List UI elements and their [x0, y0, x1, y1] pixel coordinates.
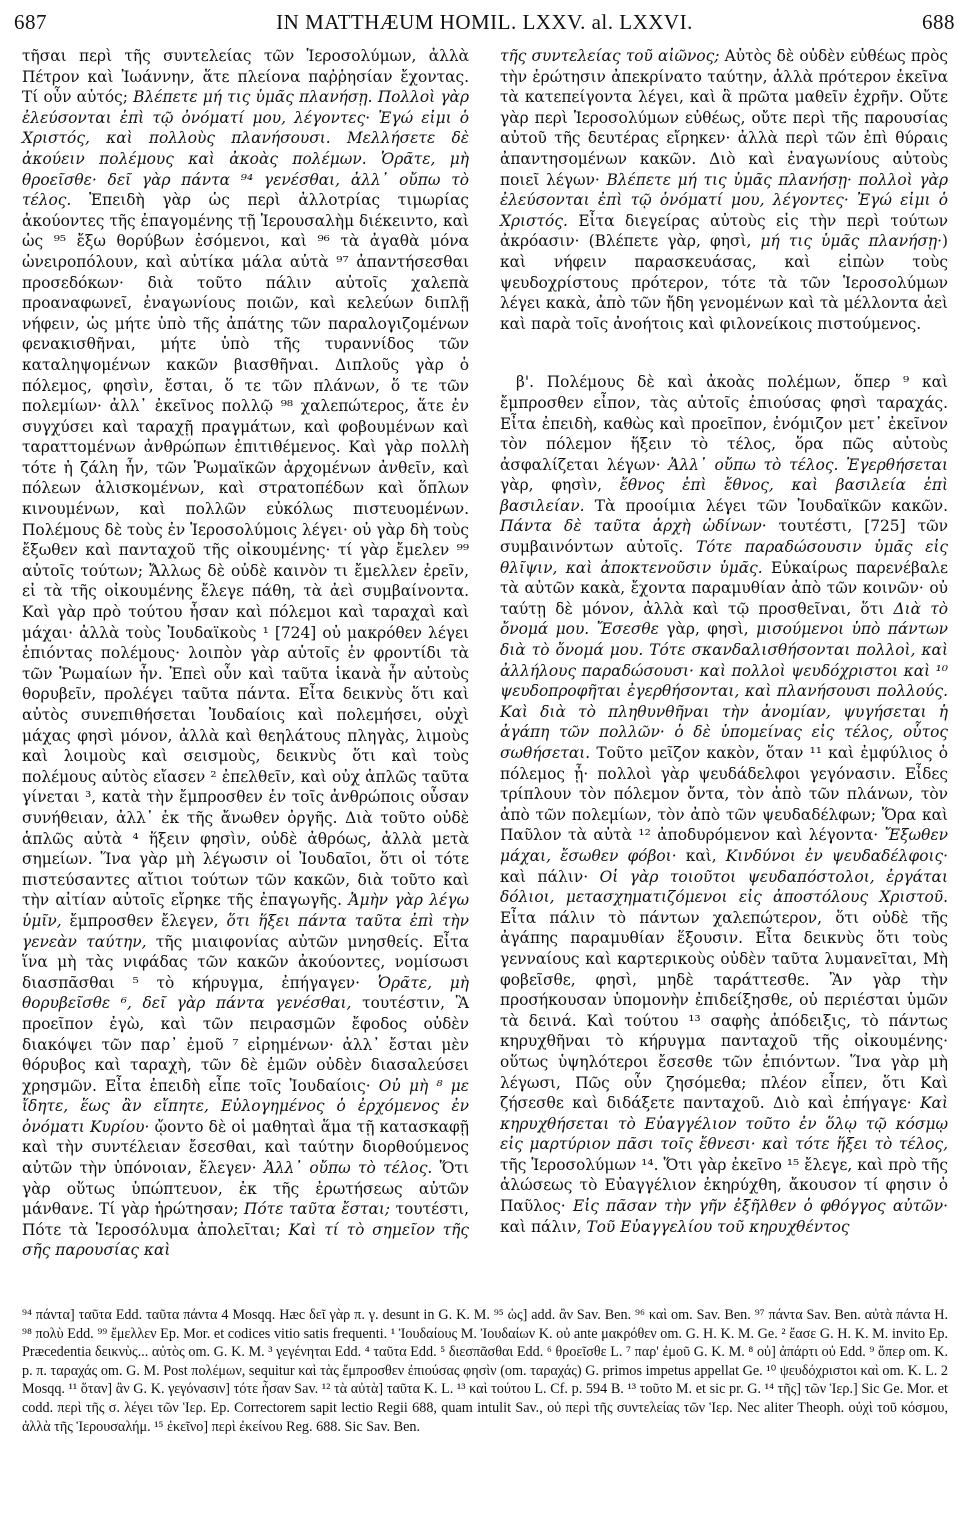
left-page-number: 687: [14, 10, 47, 34]
text-run: Ἐπειδὴ γὰρ ὡς περὶ ἀλλοτρίας τιμωρίας ἀκούοντες τῆς ἐπαγομένης τῇ Ἱερουσαλὴμ διέκειντο, καὶ ὡς ⁹⁵ ἔξω θορύβων ἐσόμενοι, καὶ ⁹⁶ τὰ ἀγαθὰ μόνα ὠνειροπόλουν, καὶ αὐτίκα μάλα αὐτὰ ⁹⁷ ἀπαντήσεσθαι προσεδόκων· διὰ τοῦτο πάλιν αὐτοῖς χαλεπὰ προαναφωνεῖ, ἐναγωνίους ποιῶν, καὶ κελεύων διπλῇ νήφειν, ὡς μήτε ὑπὸ τῆς ἀπάτης τῶν παραλογιζομένων φενακισθῆναι, μήτε ὑπὸ τῆς τυραννίδος τῶν καταληψομένων κακῶν βιασθῆναι. Διπλοῦς γὰρ ὁ πόλεμος, φησὶν, ἔσται, ὅ τε τῶν πλάνων, ὅ τε τῶν πολεμίων· ἀλλ᾽ ἐκεῖνος πολλῷ ⁹⁸ χαλεπώτερος, ἅτε ἐν συγχύσει καὶ ταραχῇ πραγμάτων, καὶ φοβουμένων καὶ ταραττομένων ἀνθρώπων ἐπιτιθέμενος. Καὶ γὰρ πολλὴ τότε ἡ ζάλη ἦν, τῶν Ῥωμαϊκῶν ἀρχομένων ἀνθεῖν, καὶ πόλεων ἁλισκομένων, καὶ στρατοπέδων καὶ ὅπλων κινουμένων, καὶ πολλῶν εὐκόλως πιστευομένων. Πολέμους δὲ τοὺς ἐν Ἱεροσολύμοις λέγει· οὐ γὰρ δὴ τοὺς ἔξωθεν καὶ πανταχοῦ τῆς οἰκουμένης· τί γὰρ ἔμελεν ⁹⁹ αὐτοῖς τούτων; Ἄλλως δὲ οὐδὲ καινὸν τι ἔμελλεν ἐρεῖν, εἰ τὰ τῆς οἰκουμένης ἔλεγε πάθη, τὰ ἀεὶ συμβαίνοντα. Καὶ γὰρ πρὸ τούτου ἦσαν καὶ πόλεμοι καὶ ταραχαὶ καὶ μάχαι· ἀλλὰ τοὺς Ἰουδαϊκοὺς ¹ [724] οὐ μακρόθεν λέγει ἐπιόντας πολέμους· λοιπὸν γὰρ αὐτοῖς ἐν φροντίδι τὰ τῶν Ῥωμαίων ἦν. Ἐπεὶ οὖν καὶ ταῦτα ἱκανὰ ἦν αὐτοὺς θορυβεῖν, προλέγει ταῦτα πάντα. Εἶτα δεικνὺς ὅτι καὶ αὐτὸς συνεπιθήσεται Ἰουδαίοις καὶ πολεμήσει, οὐχὶ μάχας φησὶ μόνον, ἀλλὰ καὶ θεηλάτους πληγὰς, λιμοὺς καὶ λοιμοὺς καὶ σεισμοὺς, δεικνὺς ὅτι καὶ τοὺς πολέμους αὐτὸς εἴασεν ² ἐπελθεῖν, καὶ οὐχ ἁπλῶς ταῦτα γίνεται ³, κατὰ τὴν ἔμπροσθεν ἐν τοῖς ἀνθρώποις οὖσαν συνήθειαν, ἀλλ᾽ ἐκ τῆς ἄνωθεν ὀργῆς. Διὰ τοῦτο οὐδὲ ἁπλῶς αὐτὰ ⁴ ἥξειν φησὶν, οὐδὲ ἀθρόως, ἀλλὰ μετὰ σημείων. Ἵνα γὰρ μὴ λέγωσιν οἱ Ἰουδαῖοι, ὅτι οἱ τότε πιστεύσαντες αἴτιοι τούτων τῶν κακῶν, διὰ τοῦτο καὶ τὴν αἰτίαν αὐτοῖς εἴρηκε τῆς ἐπαγωγῆς.: [22, 191, 469, 910]
scripture-quotation: Οἱ γὰρ τοιοῦτοι ψευδαπόστολοι, ἐργάται δόλιοι, μετασχηματιζόμενοι εἰς ἀποστόλους Χριστοῦ.: [500, 867, 948, 907]
text-run: ) καὶ νήφειν παρασκευάσας, καὶ εἰπὼν τοὺς ψευδοχρίστους πρότερον, τότε τὰ τῶν Ἱεροσολύμων λέγει κακὰ, ἀπὸ τῶν ἤδη γενομένων καὶ τὰ μέλλοντα ἀεὶ καὶ παρὰ τοῖς ἀνοήτοις καὶ φιλονείκοις πιστούμενος.: [500, 232, 948, 333]
scripture-quotation: Τότε παραδώσουσιν ὑμᾶς εἰς θλῖψιν, καὶ ἀποκτενοῦσιν ὑμᾶς.: [500, 538, 948, 577]
scripture-quotation: Πάντα δὲ ταῦτα ἀρχὴ ὠδίνων·: [500, 517, 767, 536]
text-run: τουτέστι, Πότε τὰ Ἱεροσόλυμα ἀπολεῖται;: [22, 1200, 470, 1239]
text-run: τουτέστιν, Ἃ προεῖπον ἐγὼ, καὶ τῶν πειρασμῶν ἔφοδος οὐδὲν διακόψει τῶν παρ᾽ ἐμοῦ ⁷ εἰρημένων· ἀλλ᾽ ἔσται μὲν θόρυβος καὶ ταραχὴ, τῶν δὲ ἐμῶν οὐδὲν διασαλεύσει χρησμῶν. Εἶτα ἐπειδὴ εἶπε τοῖς Ἰουδαίοις·: [22, 994, 469, 1095]
text-run: ᾤοντο δὲ οἱ μαθηταὶ ἅμα τῇ κατασκαφῇ καὶ τὴν συντέλειαν ἔσεσθαι, καὶ ταύτην διορθούμενος αὐτῶν τὴν ὑπόνοιαν, ἔλεγεν·: [22, 1117, 469, 1178]
scripture-quotation: Πότε ταῦτα ἔσται;: [243, 1200, 391, 1219]
scripture-quotation: ἔθνος ἐπὶ ἔθνος, καὶ βασιλεία ἐπὶ βασιλείαν.: [500, 476, 949, 515]
text-run: τῆσαι περὶ τῆς συντελείας τῶν Ἱεροσολύμων, ἀλλὰ Πέτρον καὶ Ἰωάννην, ἅτε πλείονα παῤῥησίαν ἔχοντας. Τί οὖν αὐτός;: [22, 47, 469, 107]
right-paragraph-2-section-beta: [500, 372, 948, 1237]
scripture-quotation: μισούμενοι ὑπὸ πάντων διὰ τὸ ὄνομά μου. Τότε σκανδαλισθήσονται πολλοὶ, καὶ ἀλλήλους παραδώσουσι· καὶ πολλοὶ ψευδόχριστοι καὶ ¹⁰ ψευδοπροφῆται ἐγερθήσονται, καὶ πλανήσουσι πολλούς. Καὶ διὰ τὸ πληθυνθῆναι τὴν ἀνομίαν, ψυγήσεται ἡ ἀγάπη τῶν πολλῶν· ὁ δὲ ὑπομείνας εἰς τέλος, οὗτος σωθήσεται.: [500, 620, 949, 762]
text-run: γὰρ, φησὶ,: [658, 620, 757, 639]
scripture-quotation: τῆς συντελείας τοῦ αἰῶνος;: [500, 47, 720, 65]
text-run: Τοῦτο μεῖζον κακὸν, ὅταν ¹¹ καὶ ἐμφύλιος ὁ πόλεμος ᾖ· πολλοὶ γὰρ ψευδάδελφοι γεγόνασιν. Εἶδες τρίπλουν τὸν πόλεμον ὄντα, τὸν ἀπὸ τῶν πλάνων, τὸν ἀπὸ τῶν πολεμίων, τὸν ἀπὸ τῶν ψευδαδέλφων; Ὅρα καὶ Παῦλον τὰ αὐτὰ ¹² ἀποδυρόμενον καὶ λέγοντα·: [500, 744, 948, 845]
text-run: γὰρ, φησὶν,: [500, 476, 620, 495]
scripture-quotation: Βλέπετε μή τις ὑμᾶς πλανήσῃ· πολλοὶ γὰρ ἐλεύσονται ἐπὶ τῷ ὀνόματί μου, λέγοντες· Ἐγώ εἰμι ὁ Χριστός.: [500, 170, 948, 230]
scripture-quotation: Καὶ τί τὸ σημεῖον τῆς σῆς παρουσίας καὶ: [22, 1220, 469, 1260]
text-run: Εἶτα διεγείρας αὐτοὺς εἰς τὴν περὶ τούτων ἀκρόασιν· (Βλέπετε γὰρ, φησὶ,: [500, 211, 948, 251]
scripture-quotation: Ἔξωθεν μάχαι, ἔσωθεν φόβοι·: [500, 826, 948, 865]
footnotes: [22, 1306, 948, 1534]
text-run: Τὰ προοίμια λέγει τῶν Ἰουδαϊκῶν κακῶν.: [584, 496, 948, 515]
text-run: β'. Πολέμους δὲ καὶ ἀκοὰς πολέμων, ὅπερ ⁹ καὶ ἔμπροσθεν εἶπον, τὰς αὐτοῖς ἐπιούσας φησὶ ταραχάς. Εἶτα ἐπειδὴ, καθὼς καὶ προεῖπον, ἐνόμιζον μετ᾽ ἐκεῖνον τὸν πόλεμον ἥξειν τὸ τέλος, ὅρα πῶς αὐτοὺς ἀσφαλίζεται λέγων·: [500, 373, 948, 474]
text-run: Αὐτὸς δὲ οὐδὲν εὐθέως πρὸς τὴν ἐρώτησιν ἀπεκρίνατο ταύτην, ἀλλὰ πρότερον ἐκεῖνα τὰ κατεπείγοντα λέγει, καὶ ἃ πρῶτα μαθεῖν ἐχρῆν. Οὔτε γὰρ περὶ Ἱεροσολύμων εὐθέως, οὔτε περὶ τῆς παρουσίας αὐτοῦ τῆς δευτέρας εἴρηκεν· ἀλλὰ περὶ τῶν ἐπὶ θύραις ἀπαντησομένων κακῶν. Διὸ καὶ ἐναγωνίους αὐτοὺς ποιεῖ λέγων·: [500, 47, 948, 189]
right-paragraph-1: [500, 46, 948, 334]
text-run: Εἶτα πάλιν τὸ πάντων χαλεπώτερον, ὅτι οὐδὲ τῆς ἀγάπης παραμυθίαν ἕξουσιν. Εἶτα δεικνὺς ὅτι τοὺς γενναίους καὶ καρτερικοὺς οὐδὲν ταῦτα λυμανεῖται, Μὴ φοβεῖσθε, φησὶ, μηδὲ ταράττεσθε. Ἂν γὰρ τὴν προσήκουσαν ὑπομονὴν ἐπιδείξησθε, οὐ περιέσται ὑμῶν τὰ δεινά. Καὶ τούτου ¹³ σαφὴς ἀπόδειξις, τὸ πάντως κηρυχθῆναι τὸ κήρυγμα πανταχοῦ τῆς οἰκουμένης· οὕτως ὑψηλότεροι ἔσεσθε τῶν ἐπιόντων. Ἵνα γὰρ μὴ λέγωσι, Πῶς οὖν ζησόμεθα; πλέον εἶπεν, ὅτι Καὶ ζήσεσθε καὶ διδάξετε πανταχοῦ. Διὸ καὶ ἐπήγαγε·: [500, 908, 948, 1113]
text-run: Εὐκαίρως παρενέβαλε τὰ αὐτῶν κακὰ, ἔχοντα παραμυθίαν ἀπὸ τῶν κοινῶν· οὐ ταύτῃ δὲ μόνον, ἀλλὰ καὶ τῷ προσθεῖναι, ὅτι: [500, 558, 948, 618]
right-column: [500, 46, 948, 1246]
text-run: καὶ πάλιν·: [500, 867, 600, 886]
text-run: Ὅτι γὰρ οὕτως ὑπώπτευον, ἐκ τῆς ἐρωτήσεως αὐτῶν μάνθανε. Τί γὰρ ἠρώτησαν;: [22, 1159, 470, 1219]
scripture-quotation: Καὶ κηρυχθήσεται τὸ Εὐαγγέλιον τοῦτο ἐν ὅλῳ τῷ κόσμῳ εἰς μαρτύριον πᾶσι τοῖς ἔθνεσι· καὶ τότε ἥξει τὸ τέλος,: [500, 1094, 948, 1154]
scripture-quotation: Εἰς πᾶσαν τὴν γῆν ἐξῆλθεν ὁ φθόγγος αὐτῶν·: [572, 1197, 948, 1216]
scripture-quotation: ὅτι ἥξει πάντα ταῦτα ἐπὶ τὴν γενεὰν ταύτην,: [22, 911, 469, 951]
running-title: IN MATTHÆUM HOMIL. LXXV. al. LXXVI.: [276, 10, 693, 34]
left-paragraph: [22, 46, 469, 1261]
scripture-quotation: Βλέπετε μή τις ὑμᾶς πλανήσῃ. Πολλοὶ γὰρ ἐλεύσονται ἐπὶ τῷ ὀνόματί μου, λέγοντες· Ἐγώ εἰμι ὁ Χριστός, καὶ πολλοὺς πλανήσουσι. Μελλήσετε δὲ ἀκούειν πολέμους καὶ ἀκοὰς πολέμων. Ὁρᾶτε, μὴ θροεῖσθε· δεῖ γὰρ πάντα ⁹⁴ γενέσθαι, ἀλλ᾽ οὔπω τὸ τέλος.: [22, 88, 470, 210]
footnotes-text: ⁹⁴ πάντα] ταῦτα Edd. ταῦτα πάντα 4 Mosqq. Hæc δεῖ γὰρ π. γ. desunt in G. K. M. ⁹⁵ ὡς] add. ἂν Sav. Ben. ⁹⁶ καὶ om. Sav. Ben. ⁹⁷ πάντα Sav. Ben. αὐτὰ πάντα H. ⁹⁸ πολὺ Edd. ⁹⁹ ἔμελλεν Ep. Mor. et codices vitio satis frequenti. ¹ Ἰουδαίους M. Ἰουδαίων K. οὐ ante μακρόθεν om. G. H. K. M. Ge. ² ἔασε G. H. K. M. invito Ep. Præcedentia δεικνὺς... αὐτὸς om. G. K. M. ³ γεγένηται Edd. ⁴ ταῦτα Edd. ⁵ διεσπᾶσθαι Edd. ⁶ θροεῖσθε L. ⁷ παρ' ἐμοῦ G. K. M. ⁸ οὐ] ἀπάρτι οὐ Edd. ⁹ ὅπερ om. K. p. π. ταραχάς om. G. M. Post πολέμων, sequitur καὶ τὰς ἔμπροσθεν ἐπιούσας φησὶν (om. ταραχάς) G. primos impetus appellat Ge. ¹⁰ ψευδόχριστοι καὶ om. K. L. 2 Mosqq. ¹¹ ὅταν] ἂν G. K. γεγόνασιν] τότε ἦσαν Sav. ¹² τὰ αὐτὰ] ταῦτα K. L. ¹³ καὶ τούτου L. Cf. p. 594 B. ¹³ τοῦτο M. et sic pr. G. ¹⁴ τῆς] τῶν Ἱερ.] Sic Ge. Mor. et codd. περὶ τῆς σ. λέγει τῶν Ἱερ. Ep. Correctorem sapit lectio Regii 688, quam intulit Sav., οὐ περὶ τῆς συντελείας τῶν Ἱερ. Nec aliter Theoph. οὐχὶ τοῦ κόσμου, ἀλλὰ τῆς Ἱερουσαλήμ. ¹⁵ ἐκεῖνο] περὶ ἐκείνου Reg. 688. Sic Sav. Ben.: [22, 1307, 948, 1435]
text-run: τῆς Ἱεροσολύμων ¹⁴. Ὅτι γὰρ ἐκεῖνο ¹⁵ ἔλεγε, καὶ πρὸ τῆς ἁλώσεως τὸ Εὐαγγέλιον ἐκηρύχθη, ἄκουσον τί φησιν ὁ Παῦλος·: [500, 1155, 948, 1216]
scripture-quotation: Ἀμὴν γὰρ λέγω ὑμῖν,: [22, 891, 469, 930]
text-run: τουτέστι, [725] τῶν συμβαινόντων αὐτοῖς.: [500, 517, 948, 557]
text-run: ἔμπροσθεν ἔλεγεν,: [61, 911, 227, 930]
scripture-quotation: μή τις ὑμᾶς πλανήσῃ·: [760, 232, 942, 251]
scripture-quotation: Ὁρᾶτε, μὴ θορυβεῖσθε ⁶, δεῖ γὰρ πάντα γενέσθαι,: [22, 973, 469, 1013]
left-column: [22, 46, 470, 1260]
scripture-quotation: Διὰ τὸ ὄνομά μου. Ἔσεσθε: [500, 599, 948, 639]
scripture-quotation: Τοῦ Εὐαγγελίου τοῦ κηρυχθέντος: [586, 1217, 850, 1236]
text-run: τῆς μιαιφονίας αὐτῶν μνησθείς. Εἶτα ἵνα μὴ τὰς νιφάδας τῶν κακῶν ἀκούοντες, νομίσωσι διασπᾶσθαι ⁵ τὸ κήρυγμα, ἐπήγαγεν·: [22, 932, 469, 992]
text-run: καὶ,: [676, 846, 726, 865]
running-header: [14, 10, 955, 40]
scripture-quotation: Ἀλλ᾽ οὔπω τὸ τέλος.: [263, 1159, 433, 1178]
right-page-number: 688: [922, 10, 955, 34]
scripture-quotation: Ἀλλ᾽ οὔπω τὸ τέλος. Ἐγερθήσεται: [668, 455, 949, 474]
text-run: καὶ πάλιν,: [500, 1217, 587, 1236]
scripture-quotation: Οὐ μὴ ⁸ με ἴδητε, ἕως ἂν εἴπητε, Εὐλογημένος ὁ ἐρχόμενος ἐν ὀνόματι Κυρίου·: [22, 1076, 469, 1136]
scripture-quotation: Κινδύνοι ἐν ψευδαδέλφοις·: [725, 846, 949, 865]
